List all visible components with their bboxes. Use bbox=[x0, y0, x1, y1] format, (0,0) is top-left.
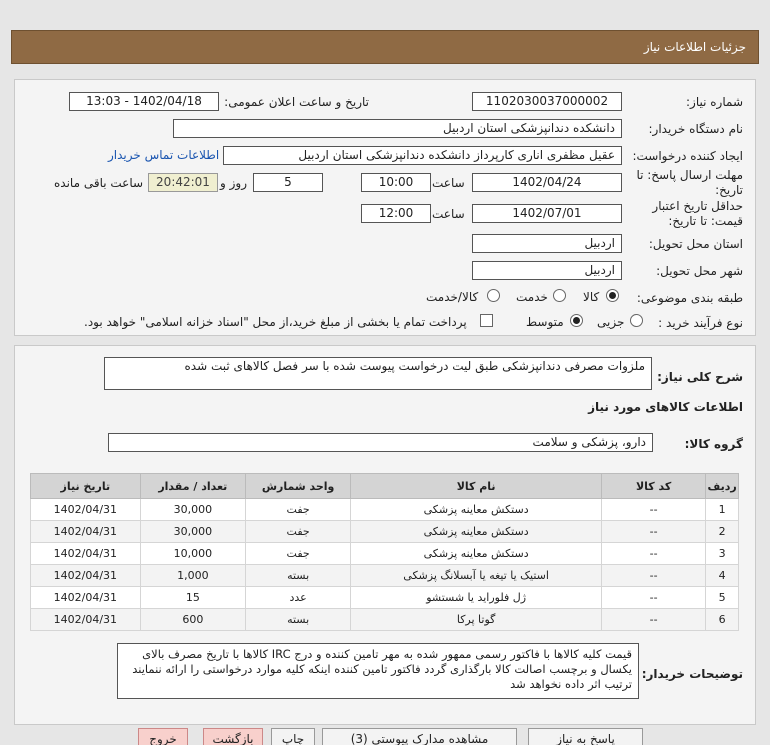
process-radio-medium[interactable] bbox=[570, 314, 583, 327]
category-radio-both[interactable] bbox=[487, 289, 500, 302]
deadline-label: مهلت ارسال پاسخ: تا bbox=[636, 168, 743, 182]
deadline-label-2: تاریخ: bbox=[715, 183, 743, 197]
cell-name: دستکش معاینه پزشکی bbox=[351, 499, 602, 521]
col-qty: تعداد / مقدار bbox=[140, 474, 245, 499]
cell-qty: 15 bbox=[140, 587, 245, 609]
cell-unit: عدد bbox=[245, 587, 350, 609]
goods-group-label: گروه کالا: bbox=[684, 437, 743, 451]
goods-table bbox=[30, 473, 739, 631]
city-field: اردبیل bbox=[472, 261, 622, 280]
cell-name: دستکش معاینه پزشکی bbox=[351, 521, 602, 543]
cell-qty: 1,000 bbox=[140, 565, 245, 587]
summary-label: شرح کلی نیاز: bbox=[657, 370, 743, 384]
back-button[interactable]: بازگشت bbox=[203, 728, 263, 745]
buyer-org-field: دانشکده دندانپزشکی استان اردبیل bbox=[173, 119, 622, 138]
col-date: تاریخ نیاز bbox=[31, 474, 141, 499]
buyer-contact-link[interactable]: اطلاعات تماس خریدار bbox=[108, 148, 220, 162]
cell-code: -- bbox=[602, 499, 706, 521]
process-option-medium: متوسط bbox=[526, 315, 564, 329]
cell-code: -- bbox=[602, 543, 706, 565]
goods-table-header bbox=[31, 474, 739, 499]
cell-qty: 30,000 bbox=[140, 521, 245, 543]
validity-date-field: 1402/07/01 bbox=[472, 204, 622, 223]
cell-qty: 600 bbox=[140, 609, 245, 631]
validity-label: حداقل تاریخ اعتبار bbox=[652, 199, 743, 213]
category-option-service: خدمت bbox=[516, 290, 548, 304]
cell-date: 1402/04/31 bbox=[31, 521, 141, 543]
need-number-label: شماره نیاز: bbox=[686, 95, 743, 109]
cell-name: ژل فلوراید یا شستشو bbox=[351, 587, 602, 609]
table-row bbox=[31, 521, 739, 543]
province-field: اردبیل bbox=[472, 234, 622, 253]
creator-field: عقیل مظفری اناری کارپرداز دانشکده دندانپزشکی استان اردبیل bbox=[223, 146, 622, 165]
process-radio-minor[interactable] bbox=[630, 314, 643, 327]
col-code: کد کالا bbox=[602, 474, 706, 499]
cell-code: -- bbox=[602, 587, 706, 609]
cell-row: 1 bbox=[706, 499, 739, 521]
category-radio-service[interactable] bbox=[553, 289, 566, 302]
category-radio-goods[interactable] bbox=[606, 289, 619, 302]
cell-date: 1402/04/31 bbox=[31, 587, 141, 609]
cell-code: -- bbox=[602, 565, 706, 587]
col-name: نام کالا bbox=[351, 474, 602, 499]
buyer-notes-label: توضیحات خریدار: bbox=[641, 667, 743, 681]
announce-label: تاریخ و ساعت اعلان عمومی: bbox=[224, 95, 369, 109]
deadline-date-field: 1402/04/24 bbox=[472, 173, 622, 192]
cell-row: 5 bbox=[706, 587, 739, 609]
cell-unit: جفت bbox=[245, 499, 350, 521]
table-row bbox=[31, 609, 739, 631]
goods-group-field: دارو، پزشکی و سلامت bbox=[108, 433, 653, 452]
buyer-org-label: نام دستگاه خریدار: bbox=[648, 122, 743, 136]
remaining-label: ساعت باقی مانده bbox=[54, 176, 144, 190]
cell-unit: بسته bbox=[245, 609, 350, 631]
cell-name: گوتا پرکا bbox=[351, 609, 602, 631]
remaining-time-field: 20:42:01 bbox=[148, 173, 218, 192]
creator-label: ایجاد کننده درخواست: bbox=[632, 149, 743, 163]
city-label: شهر محل تحویل: bbox=[656, 264, 743, 278]
page-title-bar bbox=[11, 30, 759, 64]
cell-code: -- bbox=[602, 609, 706, 631]
attachments-button[interactable]: مشاهده مدارک پیوستی (3) bbox=[322, 728, 517, 745]
table-row bbox=[31, 543, 739, 565]
cell-date: 1402/04/31 bbox=[31, 609, 141, 631]
category-option-both: کالا/خدمت bbox=[426, 290, 479, 304]
deadline-time-field: 10:00 bbox=[361, 173, 431, 192]
province-label: استان محل تحویل: bbox=[648, 237, 743, 251]
cell-date: 1402/04/31 bbox=[31, 499, 141, 521]
treasury-payment-text: پرداخت تمام یا بخشی از مبلغ خرید،از محل "اسناد خزانه اسلامی" خواهد بود. bbox=[84, 315, 467, 329]
deadline-hour-label: ساعت bbox=[432, 176, 465, 190]
cell-unit: جفت bbox=[245, 543, 350, 565]
cell-row: 3 bbox=[706, 543, 739, 565]
cell-qty: 30,000 bbox=[140, 499, 245, 521]
cell-row: 4 bbox=[706, 565, 739, 587]
category-option-goods: کالا bbox=[583, 290, 600, 304]
cell-name: دستکش معاینه پزشکی bbox=[351, 543, 602, 565]
exit-button[interactable]: خروج bbox=[138, 728, 188, 745]
validity-time-field: 12:00 bbox=[361, 204, 431, 223]
page-title: جزئیات اطلاعات نیاز bbox=[643, 40, 746, 54]
category-label: طبقه بندی موضوعی: bbox=[636, 291, 743, 305]
days-label: روز و bbox=[220, 176, 247, 190]
process-option-minor: جزیی bbox=[597, 315, 625, 329]
days-field: 5 bbox=[253, 173, 323, 192]
goods-section-title: اطلاعات کالاهای مورد نیاز bbox=[588, 400, 743, 414]
cell-name: استیک یا تیغه یا آبسلانگ پزشکی bbox=[351, 565, 602, 587]
cell-unit: جفت bbox=[245, 521, 350, 543]
need-number-field: 1102030037000002 bbox=[472, 92, 622, 111]
treasury-payment-checkbox[interactable] bbox=[480, 314, 493, 327]
reply-button[interactable]: پاسخ به نیاز bbox=[528, 728, 643, 745]
table-row bbox=[31, 565, 739, 587]
buyer-notes-field: قیمت کلیه کالاها با فاکتور رسمی ممهور شده به مهر تامین کننده و درج IRC کالاها با تاریخ مصرف بالای یکسال و برچسب اصالت کالا بارگذاری گردد فاکتور تامین کننده اینکه کلیه موارد درخواستی را ارائه ننمایند ترتیب اثر داده نخواهد شد bbox=[117, 643, 639, 699]
summary-field: ملزوات مصرفی دندانپزشکی طبق لیت درخواست پیوست شده با سر فصل کالاهای ثبت شده bbox=[104, 357, 652, 390]
col-row: ردیف bbox=[706, 474, 739, 499]
cell-unit: بسته bbox=[245, 565, 350, 587]
validity-label-2: قیمت: تا تاریخ: bbox=[668, 214, 743, 228]
announce-field: 1402/04/18 - 13:03 bbox=[69, 92, 219, 111]
col-unit: واحد شمارش bbox=[245, 474, 350, 499]
cell-qty: 10,000 bbox=[140, 543, 245, 565]
table-row bbox=[31, 499, 739, 521]
cell-code: -- bbox=[602, 521, 706, 543]
cell-row: 2 bbox=[706, 521, 739, 543]
cell-date: 1402/04/31 bbox=[31, 565, 141, 587]
print-button[interactable]: چاپ bbox=[271, 728, 315, 745]
process-label: نوع فرآیند خرید : bbox=[658, 316, 743, 330]
table-row bbox=[31, 587, 739, 609]
cell-date: 1402/04/31 bbox=[31, 543, 141, 565]
cell-row: 6 bbox=[706, 609, 739, 631]
validity-hour-label: ساعت bbox=[432, 207, 465, 221]
